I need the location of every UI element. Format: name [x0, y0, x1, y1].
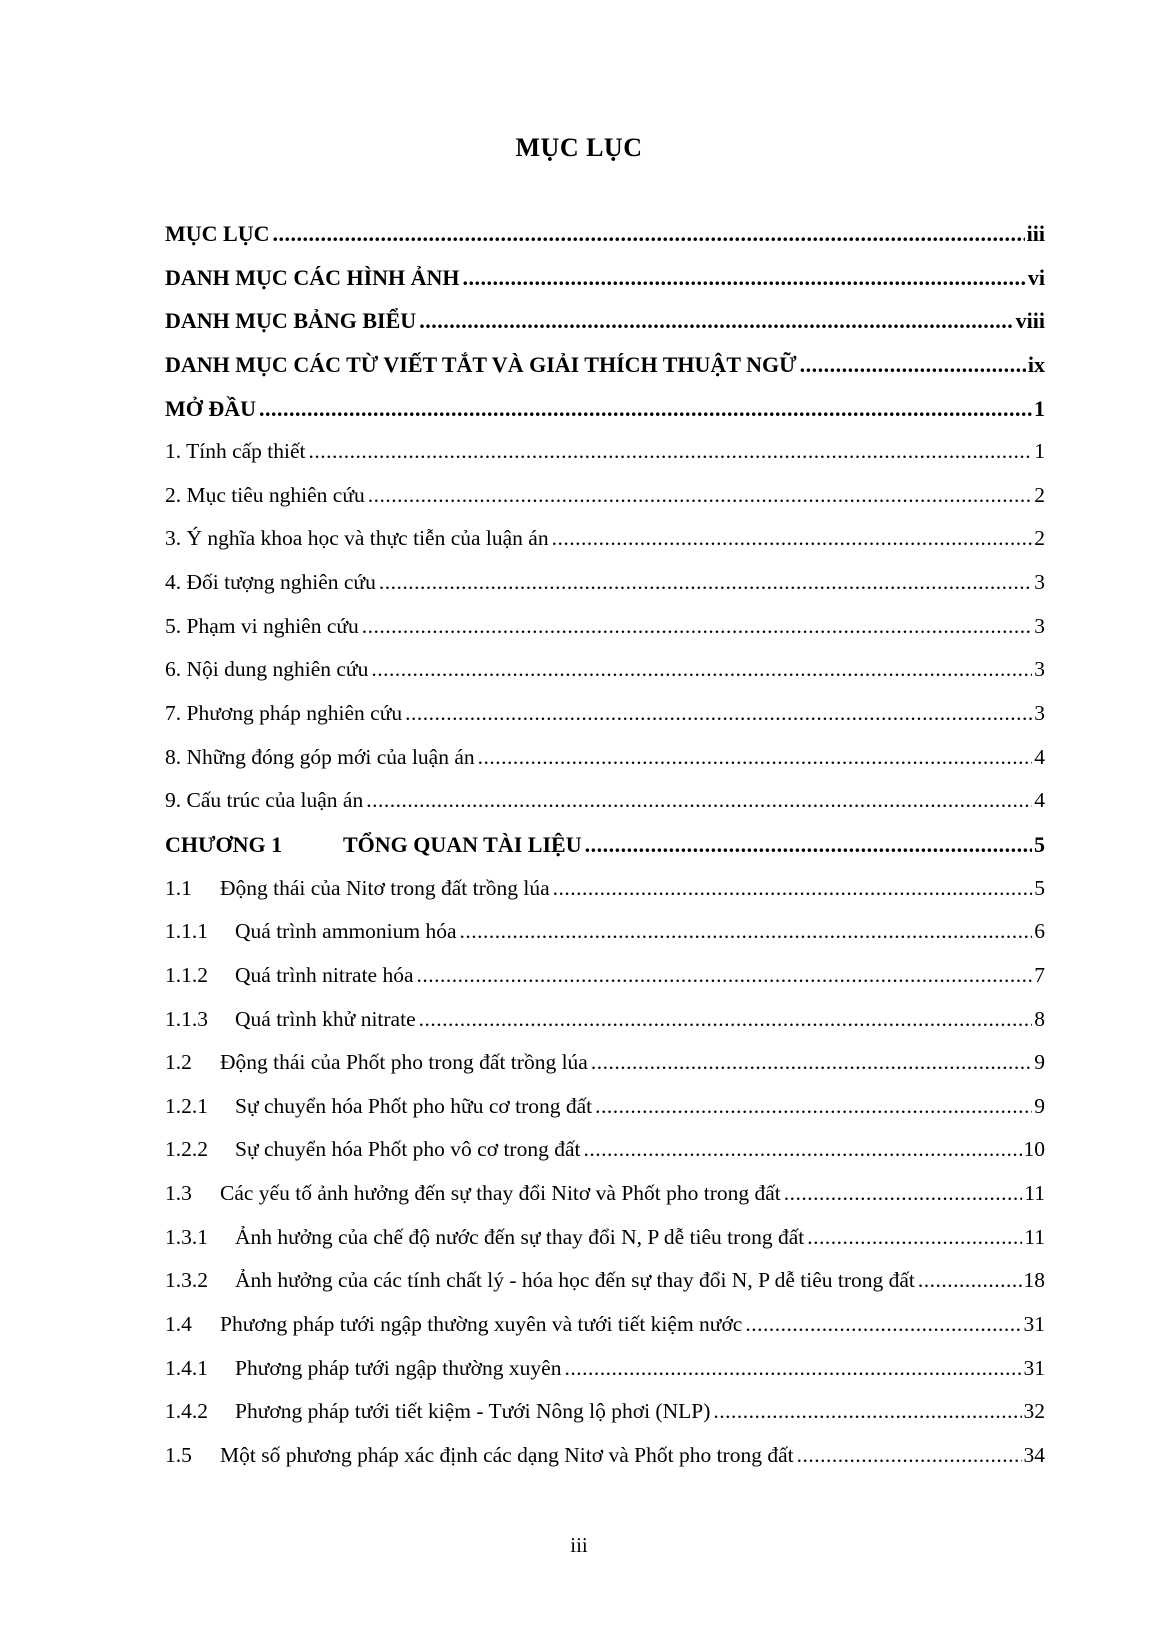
toc-entry-page: 11 [1024, 1224, 1045, 1249]
dot-leader [591, 1041, 1032, 1085]
toc-entry-page: 3 [1034, 613, 1045, 638]
toc-entry-label: 8. Những đóng góp mới của luận án [165, 744, 475, 769]
dot-leader [463, 256, 1026, 300]
toc-entry-label: Phương pháp tưới ngập thường xuyên [235, 1355, 562, 1380]
toc-entry-page: 3 [1034, 570, 1045, 595]
dot-leader [745, 1303, 1021, 1347]
dot-leader [405, 692, 1032, 736]
toc-entry[interactable] [165, 474, 1045, 518]
toc-entry-number: 1.1 [165, 875, 192, 900]
toc-entry[interactable] [165, 1172, 1045, 1216]
toc-entry-number: 1.4.2 [165, 1399, 208, 1424]
dot-leader [259, 387, 1032, 431]
toc-entry-label: MỞ ĐẦU [165, 395, 257, 421]
toc-entry-number: 1.1.1 [165, 919, 208, 944]
toc-entry-page: 31 [1023, 1355, 1045, 1380]
dot-leader [552, 517, 1033, 561]
toc-entry-label: Sự chuyển hóa Phốt pho hữu cơ trong đất [235, 1093, 593, 1118]
dot-leader [800, 343, 1026, 387]
toc-entry-page: ix [1027, 351, 1045, 377]
toc-entry-page: 4 [1034, 788, 1045, 813]
toc-entry-label: 1. Tính cấp thiết [165, 439, 306, 464]
dot-leader [918, 1259, 1022, 1303]
dot-leader [379, 561, 1032, 605]
toc-entry-page: 8 [1034, 1006, 1045, 1031]
toc-entry[interactable] [165, 343, 1045, 387]
dot-leader [585, 823, 1032, 867]
toc-entry-page: vi [1027, 264, 1045, 290]
toc-entry[interactable] [165, 387, 1045, 431]
toc-entry[interactable] [165, 736, 1045, 780]
toc-entry[interactable] [165, 1041, 1045, 1085]
toc-entry-label: 9. Cấu trúc của luận án [165, 788, 364, 813]
toc-entry[interactable] [165, 954, 1045, 998]
toc-entry-page: 31 [1023, 1312, 1045, 1337]
toc-entry-label: MỤC LỤC [165, 221, 270, 246]
toc-entry[interactable] [165, 561, 1045, 605]
toc-entry[interactable] [165, 867, 1045, 911]
toc-entry-label: Động thái của Nitơ trong đất trồng lúa [220, 875, 550, 900]
page-title: MỤC LỤC [515, 133, 643, 162]
dot-leader [460, 910, 1033, 954]
dot-leader [807, 1216, 1022, 1260]
toc-entry[interactable] [165, 1303, 1045, 1347]
toc-entry-label: Quá trình khử nitrate [235, 1006, 416, 1031]
toc-entry-label: Ảnh hưởng của các tính chất lý - hóa học đến sự thay đổi N, P dễ tiêu trong đất [235, 1268, 915, 1293]
toc-entry-page: 4 [1034, 744, 1045, 769]
toc-entry-page: 2 [1034, 482, 1045, 507]
toc-entry-label: Quá trình nitrate hóa [235, 962, 414, 987]
toc-entry-page: 11 [1024, 1181, 1045, 1206]
toc-entry-page: 10 [1023, 1137, 1045, 1162]
toc-entry[interactable] [165, 692, 1045, 736]
dot-leader [417, 954, 1033, 998]
toc-entry[interactable] [165, 823, 1045, 867]
toc-entry-label: Phương pháp tưới ngập thường xuyên và tưới tiết kiệm nước [220, 1312, 743, 1337]
toc-entry-number: 1.2 [165, 1050, 192, 1075]
toc-entry[interactable] [165, 998, 1045, 1042]
toc-entry-page: iii [1026, 221, 1045, 246]
dot-leader [366, 779, 1032, 823]
toc-entry-label: 4. Đối tượng nghiên cứu [165, 570, 376, 595]
toc-entry-page: 18 [1023, 1268, 1045, 1293]
dot-leader [368, 474, 1033, 518]
toc-entry-number: 1.5 [165, 1442, 192, 1467]
dot-leader [595, 1085, 1032, 1129]
toc-entry-page: 1 [1034, 439, 1045, 464]
toc-entry-page: viii [1015, 308, 1045, 334]
toc-entry[interactable] [165, 605, 1045, 649]
toc-entry-number: CHƯƠNG 1 [165, 831, 283, 857]
toc-entry[interactable] [165, 1390, 1045, 1434]
toc-entry[interactable] [165, 517, 1045, 561]
toc-entry-number: 1.2.1 [165, 1093, 208, 1118]
dot-leader [553, 867, 1033, 911]
dot-leader [273, 212, 1025, 256]
table-of-contents [165, 212, 1045, 1478]
toc-entry-label: Sự chuyển hóa Phốt pho vô cơ trong đất [235, 1137, 581, 1162]
toc-entry[interactable] [165, 779, 1045, 823]
toc-entry-page: 5 [1034, 831, 1045, 857]
toc-entry-label: 6. Nội dung nghiên cứu [165, 657, 369, 682]
toc-entry[interactable] [165, 1259, 1045, 1303]
toc-entry[interactable] [165, 1128, 1045, 1172]
dot-leader [713, 1390, 1021, 1434]
toc-entry-label: DANH MỤC CÁC TỪ VIẾT TẮT VÀ GIẢI THÍCH THUẬT NGỮ [165, 351, 797, 377]
toc-entry-page: 7 [1034, 962, 1045, 987]
toc-entry-page: 2 [1034, 526, 1045, 551]
dot-leader [797, 1434, 1022, 1478]
toc-entry[interactable] [165, 1216, 1045, 1260]
toc-entry-number: 1.1.2 [165, 962, 208, 987]
toc-entry-number: 1.4.1 [165, 1355, 208, 1380]
toc-entry-label: 3. Ý nghĩa khoa học và thực tiễn của luận án [165, 526, 549, 551]
dot-leader [309, 430, 1033, 474]
toc-entry[interactable] [165, 1434, 1045, 1478]
toc-entry-page: 34 [1023, 1442, 1045, 1467]
toc-entry-number: 1.1.3 [165, 1006, 208, 1031]
toc-entry[interactable] [165, 1085, 1045, 1129]
toc-entry-page: 6 [1034, 919, 1045, 944]
dot-leader [419, 299, 1013, 343]
toc-entry-page: 1 [1034, 395, 1045, 421]
dot-leader [583, 1128, 1021, 1172]
toc-entry[interactable] [165, 648, 1045, 692]
toc-entry[interactable] [165, 256, 1045, 300]
toc-entry-label: Động thái của Phốt pho trong đất trồng lúa [220, 1050, 588, 1075]
toc-entry[interactable] [165, 299, 1045, 343]
toc-entry-label: Các yếu tố ảnh hưởng đến sự thay đổi Nitơ và Phốt pho trong đất [220, 1181, 781, 1206]
dot-leader [362, 605, 1032, 649]
toc-entry-page: 9 [1034, 1050, 1045, 1075]
toc-entry[interactable] [165, 910, 1045, 954]
toc-entry-label: Ảnh hưởng của chế độ nước đến sự thay đổi N, P dễ tiêu trong đất [235, 1224, 805, 1249]
toc-entry-label: DANH MỤC CÁC HÌNH ẢNH [165, 264, 460, 290]
toc-entry-label: 7. Phương pháp nghiên cứu [165, 701, 403, 726]
toc-entry-page: 3 [1034, 657, 1045, 682]
dot-leader [784, 1172, 1023, 1216]
dot-leader [371, 648, 1032, 692]
toc-entry-number: 1.4 [165, 1312, 192, 1337]
toc-entry[interactable] [165, 1347, 1045, 1391]
toc-entry-number: 1.2.2 [165, 1137, 208, 1162]
toc-entry[interactable] [165, 212, 1045, 256]
toc-entry-page: 9 [1034, 1093, 1045, 1118]
toc-entry-number: 1.3.2 [165, 1268, 208, 1293]
toc-entry-page: 5 [1034, 875, 1045, 900]
toc-entry-label: Phương pháp tưới tiết kiệm - Tưới Nông lộ phơi (NLP) [235, 1399, 711, 1424]
toc-entry[interactable] [165, 430, 1045, 474]
toc-entry-label: DANH MỤC BẢNG BIỂU [165, 308, 417, 334]
dot-leader [419, 998, 1033, 1042]
toc-entry-page: 3 [1034, 701, 1045, 726]
toc-entry-label: 5. Phạm vi nghiên cứu [165, 613, 359, 638]
toc-entry-label: Quá trình ammonium hóa [235, 919, 457, 944]
toc-entry-label: 2. Mục tiêu nghiên cứu [165, 482, 365, 507]
dot-leader [478, 736, 1033, 780]
dot-leader [564, 1347, 1021, 1391]
toc-entry-label: Một số phương pháp xác định các dạng Nitơ và Phốt pho trong đất [220, 1442, 794, 1467]
toc-entry-label: TỔNG QUAN TÀI LIỆU [343, 831, 582, 857]
toc-entry-number: 1.3 [165, 1181, 192, 1206]
page-number: iii [570, 1533, 588, 1557]
toc-entry-page: 32 [1023, 1399, 1045, 1424]
toc-entry-number: 1.3.1 [165, 1224, 208, 1249]
